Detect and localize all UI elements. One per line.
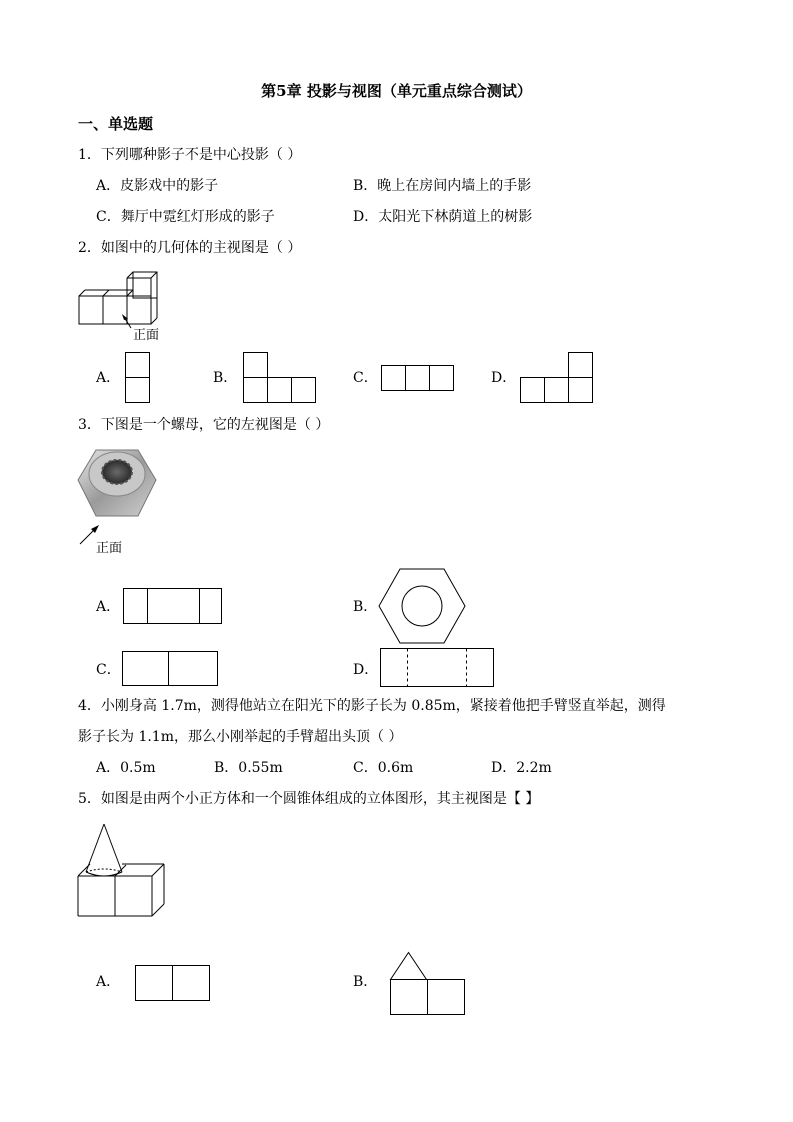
option-b[interactable]: B．0.55m xyxy=(214,760,283,776)
option-a[interactable]: A．0.5m xyxy=(96,760,156,776)
option-d-figure xyxy=(380,648,495,688)
option-d[interactable]: D． xyxy=(491,370,517,386)
question-stem: 5．如图是由两个小正方体和一个圆锥体组成的立体图形，其主视图是【 】 xyxy=(78,791,540,807)
option-d[interactable]: D．2.2m xyxy=(491,760,552,776)
hex-nut-image xyxy=(76,446,158,522)
option-d[interactable]: D． xyxy=(353,662,379,678)
option-b-figure xyxy=(390,952,466,1016)
option-a-figure xyxy=(125,352,151,404)
question-stem: 1．下列哪种影子不是中心投影（ ） xyxy=(78,147,302,163)
option-b[interactable]: B．晚上在房间内墙上的手影 xyxy=(353,178,532,194)
section-heading: 一、单选题 xyxy=(78,115,154,133)
question-stem-line-2: 影子长为 1.1m，那么小刚举起的手臂超出头顶（ ） xyxy=(78,729,403,745)
option-d[interactable]: D．太阳光下林荫道上的树影 xyxy=(353,209,533,225)
option-c-figure xyxy=(122,651,219,687)
option-a-figure xyxy=(135,965,211,1002)
option-a[interactable]: A． xyxy=(96,370,121,386)
option-d-figure xyxy=(520,352,594,404)
option-a-figure xyxy=(123,588,223,625)
question-stem-line-1: 4．小刚身高 1.7m，测得他站立在阳光下的影子长为 0.85m，紧接着他把手臂竖直举起，测得 xyxy=(78,698,666,714)
solid-figure-q5 xyxy=(76,822,166,918)
option-b-figure xyxy=(243,352,317,404)
option-c[interactable]: C．舞厅中霓红灯形成的影子 xyxy=(96,209,275,225)
option-c-figure xyxy=(381,365,455,392)
option-a[interactable]: A． xyxy=(96,599,121,615)
front-label: 正面 xyxy=(96,541,123,556)
option-b[interactable]: B． xyxy=(213,370,238,386)
option-c[interactable]: C． xyxy=(353,370,378,386)
option-a[interactable]: A． xyxy=(96,974,121,990)
question-stem: 2．如图中的几何体的主视图是（ ） xyxy=(78,240,302,256)
option-c[interactable]: C．0.6m xyxy=(353,760,414,776)
option-b[interactable]: B． xyxy=(353,974,378,990)
option-b-figure xyxy=(378,568,466,644)
option-a[interactable]: A．皮影戏中的影子 xyxy=(96,178,219,194)
question-stem: 3．下图是一个螺母，它的左视图是（ ） xyxy=(78,417,330,433)
option-c[interactable]: C． xyxy=(96,662,121,678)
solid-figure-q2 xyxy=(76,270,176,345)
front-label: 正面 xyxy=(133,328,160,343)
page-title: 第5章 投影与视图（单元重点综合测试） xyxy=(261,82,532,100)
option-b[interactable]: B． xyxy=(353,599,378,615)
